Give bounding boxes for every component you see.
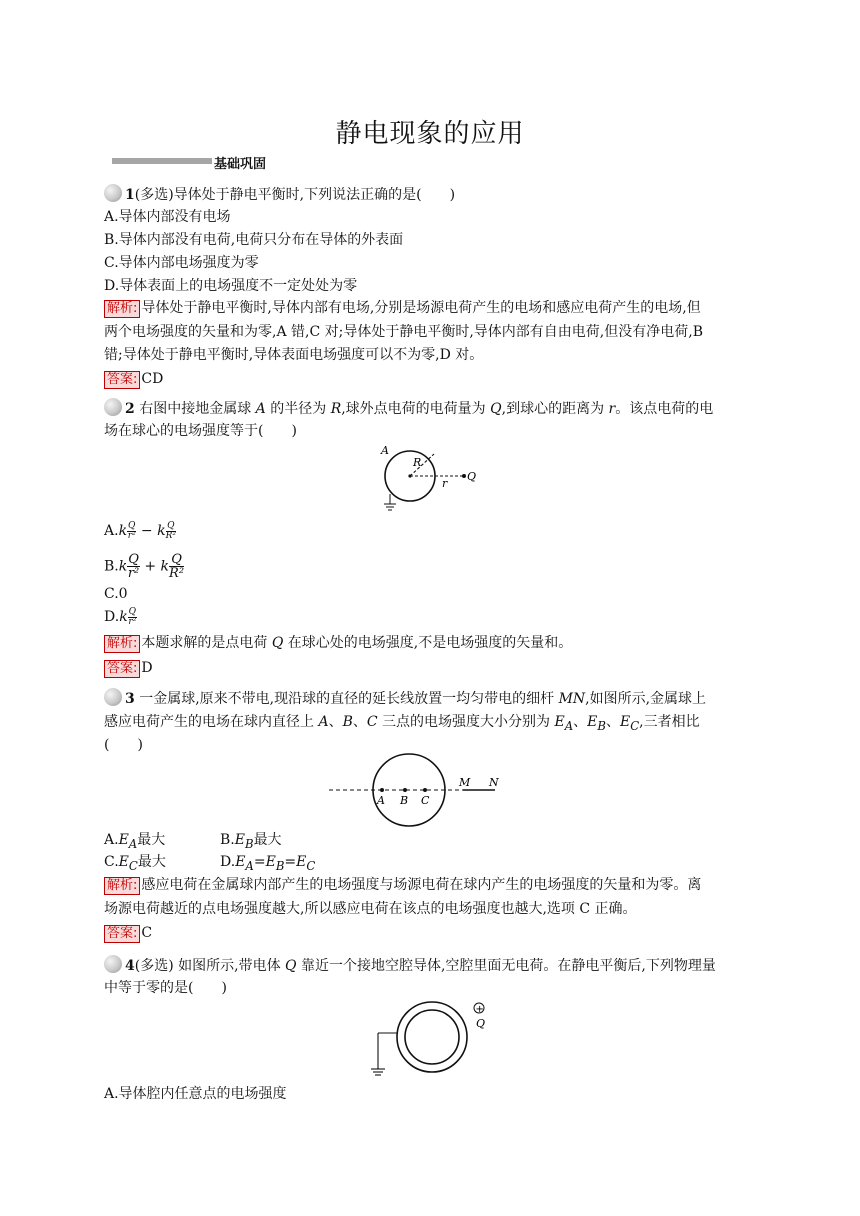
q2-stem-line2: 场在球心的电场强度等于( ): [104, 423, 297, 439]
frac-num: Q: [128, 606, 137, 617]
q1-analysis-line3: 错;导体处于静电平衡时,导体表面电场强度可以不为零,D 对。: [104, 347, 484, 363]
q1-stem-text: (多选)导体处于静电平衡时,下列说法正确的是( ): [134, 187, 456, 203]
answer-tag: 答案:: [104, 660, 140, 678]
q3-figure: [325, 750, 515, 832]
frac-num: Q: [128, 552, 139, 567]
answer-tag: 答案:: [104, 925, 140, 943]
q2-var-r-big: R: [330, 401, 342, 417]
fig-label-b: B: [400, 794, 409, 807]
option-prefix: D.: [220, 854, 236, 870]
fig-label-c: C: [421, 794, 430, 807]
q2-analysis-var: Q: [271, 635, 284, 651]
q3-text: ,如图所示,金属球上: [585, 691, 707, 707]
section-bar: [112, 158, 212, 164]
q2-answer-value: D: [141, 660, 153, 676]
operator: +: [139, 558, 161, 575]
q3-text: 、: [352, 714, 367, 730]
frac-den: r²: [127, 530, 136, 541]
q4-text: 靠近一个接地空腔导体,空腔里面无电荷。在静电平衡后,下列物理量: [296, 958, 716, 974]
fig-label-a: A: [381, 444, 389, 457]
q3-options-row2: [104, 852, 316, 876]
q2-answer: [104, 658, 153, 678]
fraction: [169, 553, 184, 580]
q2-var-r: r: [608, 401, 616, 417]
q1-answer: [104, 369, 163, 389]
operator: −: [136, 523, 158, 539]
q3-option-c: [104, 854, 166, 873]
q3-analysis-line2: 场源电荷越近的点电场强度越大,所以感应电荷在该点的电场强度也越大,选项 C 正确。: [104, 901, 637, 917]
option-prefix: B.: [220, 832, 235, 848]
q1-option-d: D.导体表面上的电场强度不一定处处为零: [104, 278, 358, 294]
q3-sub: C: [128, 858, 138, 873]
q3-text: 感应电荷产生的电场在球内直径上: [104, 714, 319, 730]
q3-var: B: [342, 714, 353, 730]
q3-var: A: [318, 714, 329, 730]
q3-text: 、: [605, 714, 620, 730]
frac-den: r²: [128, 616, 137, 627]
q3-sub: C: [306, 858, 316, 873]
fig-label-a: A: [377, 794, 385, 807]
fig-label-r-big: R: [413, 456, 422, 469]
q3-number: 3: [125, 691, 135, 707]
analysis-tag: 解析:: [104, 635, 140, 653]
fraction: [127, 553, 140, 580]
q3-var-mn: MN: [558, 691, 586, 707]
q3-text: 、: [328, 714, 343, 730]
q4-text: (多选) 如图所示,带电体: [134, 958, 286, 974]
option-prefix: B.: [104, 558, 119, 575]
option-prefix: A.: [104, 832, 119, 848]
q3-sub: A: [128, 836, 138, 851]
var-k: k: [118, 523, 128, 539]
q3-var: E: [265, 854, 276, 870]
q1-analysis-line1: [104, 298, 701, 318]
q3-analysis-line1: [104, 875, 701, 895]
q4-var-q: Q: [285, 958, 297, 974]
q3-var: E: [554, 714, 565, 730]
frac-num: Q: [169, 553, 184, 567]
question-bullet-icon: [104, 184, 122, 202]
q1-analysis-text: 导体处于静电平衡时,导体内部有电场,分别是场源电荷产生的电场和感应电荷产生的电场,但: [141, 300, 701, 316]
q4-figure: [366, 997, 506, 1085]
q3-var: E: [619, 714, 631, 730]
option-text: 最大: [253, 832, 282, 848]
q3-var: E: [118, 854, 129, 870]
q3-option-b: [220, 830, 282, 854]
q2-option-a: [104, 521, 176, 541]
analysis-tag: 解析:: [104, 877, 140, 895]
q3-sub: A: [245, 858, 254, 873]
fraction: [128, 608, 137, 627]
q3-sub: C: [630, 718, 640, 733]
q3-var: E: [296, 854, 307, 870]
q2-analysis-text: 本题求解的是点电荷: [141, 635, 272, 651]
frac-den: R²: [165, 530, 176, 541]
q1-option-c: C.导体内部电场强度为零: [104, 255, 259, 271]
q2-analysis-text: 在球心处的电场强度,不是电场强度的矢量和。: [283, 635, 573, 651]
q4-option-a: A.导体腔内任意点的电场强度: [104, 1086, 287, 1102]
option-prefix: C.: [104, 854, 119, 870]
option-text: 最大: [137, 854, 166, 870]
q1-answer-value: CD: [141, 371, 164, 387]
section-label: 基础巩固: [214, 157, 267, 172]
q2-option-c: C.0: [104, 586, 128, 602]
fraction: [166, 522, 176, 541]
q2-number: 2: [125, 401, 135, 417]
q3-var: E: [234, 832, 245, 848]
question-bullet-icon: [104, 955, 122, 973]
q4-stem-line1: [104, 955, 716, 976]
option-prefix: D.: [104, 609, 120, 625]
var-k: k: [160, 558, 170, 575]
q2-figure: [370, 440, 490, 520]
q1-number: 1: [125, 187, 135, 203]
q3-answer-value: C: [141, 925, 153, 941]
q3-sub: B: [244, 836, 254, 851]
fig-label-q: Q: [476, 1017, 486, 1030]
q2-analysis: [104, 633, 572, 653]
q4-number: 4: [125, 958, 135, 974]
question-bullet-icon: [104, 398, 122, 416]
q3-option-d: [220, 852, 315, 876]
q3-stem-line1: [104, 688, 706, 709]
frac-num: Q: [128, 520, 136, 531]
analysis-tag: 解析:: [104, 300, 140, 318]
q1-option-a: A.导体内部没有电场: [104, 209, 231, 225]
fig-label-n: N: [489, 776, 499, 789]
var-k: k: [157, 523, 166, 539]
q4-stem-line2: 中等于零的是( ): [104, 980, 227, 996]
option-prefix: A.: [104, 523, 119, 539]
operator: =: [253, 854, 266, 870]
q3-var: E: [587, 714, 598, 730]
q2-text: ,球外点电荷的电荷量为: [341, 401, 491, 417]
fig-label-r: r: [442, 477, 448, 490]
q3-option-a: [104, 832, 166, 851]
q1-analysis-line2: 两个电场强度的矢量和为零,A 错,C 对;导体处于静电平衡时,导体内部有自由电荷,但没有净电荷,B: [104, 324, 703, 340]
q3-var: E: [118, 832, 129, 848]
q2-text: 。该点电荷的电: [615, 401, 714, 417]
answer-tag: 答案:: [104, 371, 140, 389]
q3-sub: B: [597, 718, 606, 733]
frac-den: r²: [127, 566, 140, 581]
q3-sub: B: [275, 858, 285, 873]
frac-den: R²: [169, 566, 185, 581]
q1-option-b: B.导体内部没有电荷,电荷只分布在导体的外表面: [104, 232, 404, 248]
frac-num: Q: [167, 520, 175, 531]
page-title: 静电现象的应用: [335, 119, 525, 149]
option-text: 最大: [137, 832, 166, 848]
var-k: k: [119, 609, 128, 625]
q3-text: 一金属球,原来不带电,现沿球的直径的延长线放置一均匀带电的细杆: [134, 691, 559, 707]
fig-label-plus: +: [475, 1004, 484, 1015]
q2-option-b: [104, 553, 184, 580]
operator: =: [284, 854, 297, 870]
q3-options-row1: [104, 830, 282, 854]
fig-label-q: Q: [467, 470, 477, 483]
var-k: k: [118, 558, 128, 575]
q3-var: C: [366, 714, 378, 730]
q3-text: ,三者相比: [639, 714, 700, 730]
q3-text: 、: [573, 714, 588, 730]
q3-var: E: [235, 854, 246, 870]
q3-analysis-text: 感应电荷在金属球内部产生的电场强度与场源电荷在球内产生的电场强度的矢量和为零。离: [141, 877, 702, 893]
q3-stem-line3: ( ): [104, 737, 143, 753]
q2-var-q: Q: [490, 401, 502, 417]
q3-text: 三点的电场强度大小分别为: [377, 714, 555, 730]
question-bullet-icon: [104, 688, 122, 706]
q3-answer: [104, 923, 152, 943]
q1-stem: [104, 184, 455, 205]
q2-var-a: A: [255, 401, 266, 417]
q3-sub: A: [564, 718, 574, 733]
q2-text: 右图中接地金属球: [134, 401, 256, 417]
q3-stem-line2: [104, 712, 700, 736]
fig-label-m: M: [459, 776, 471, 789]
q2-option-d: [104, 607, 137, 627]
q2-text: ,到球心的距离为: [501, 401, 609, 417]
q2-text: 的半径为: [265, 401, 331, 417]
q2-stem-line1: [104, 398, 713, 419]
